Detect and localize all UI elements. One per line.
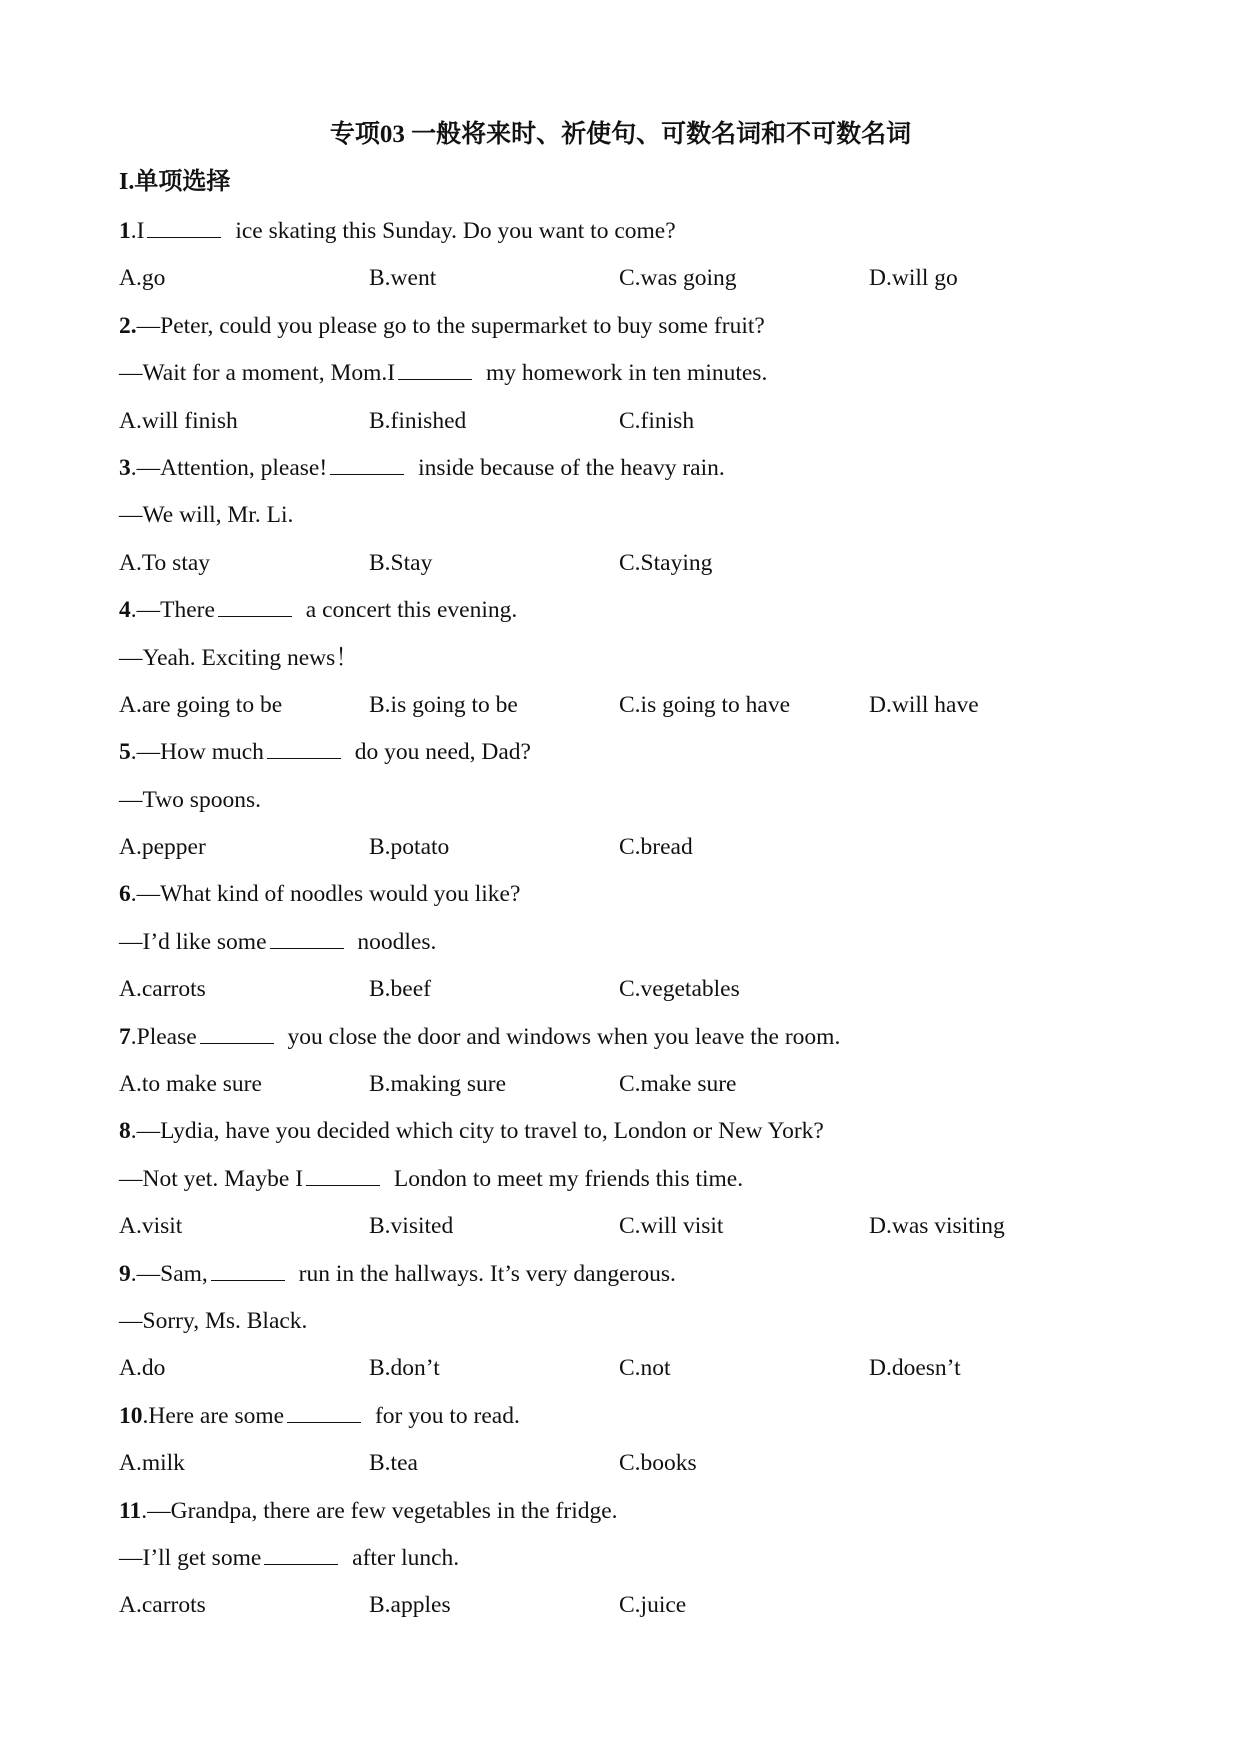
answer-option: A.milk <box>119 1450 185 1477</box>
question-stem <box>119 451 1159 498</box>
question-stem <box>119 1257 1159 1304</box>
question-text: after lunch. <box>346 1544 460 1571</box>
answer-option: A.pepper <box>119 834 206 861</box>
section-heading <box>119 165 230 199</box>
answer-blank <box>287 1400 361 1423</box>
answer-option: B.beef <box>369 976 431 1003</box>
answer-blank <box>306 1163 380 1186</box>
answer-option: A.carrots <box>119 1592 206 1619</box>
question-stem <box>119 593 1159 640</box>
answer-option: B.Stay <box>369 549 433 576</box>
answer-option: A.do <box>119 1355 166 1382</box>
question <box>119 1257 1159 1399</box>
question-text: .—What kind of noodles would you like? <box>130 881 521 908</box>
answer-option: B.tea <box>369 1450 418 1477</box>
question-text: —Peter, could you please go to the supermarket to buy some fruit? <box>136 312 765 339</box>
answer-options <box>119 261 1159 308</box>
answer-options <box>119 1351 1159 1398</box>
answer-options <box>119 404 1159 451</box>
question-dialogue-line <box>119 641 1159 688</box>
question-dialogue-line <box>119 1304 1159 1351</box>
question-dialogue-line <box>119 1162 1159 1209</box>
question-list <box>119 214 1159 1636</box>
question-text: for you to read. <box>369 1402 520 1429</box>
question-stem <box>119 309 1159 356</box>
question-dialogue-line <box>119 783 1159 830</box>
question-text: London to meet my friends this time. <box>388 1165 744 1192</box>
answer-option: D.doesn’t <box>869 1355 961 1382</box>
answer-options <box>119 1446 1159 1493</box>
answer-option: B.making sure <box>369 1071 507 1098</box>
answer-option: C.not <box>619 1355 671 1382</box>
question <box>119 593 1159 735</box>
question-number: 10 <box>119 1402 143 1429</box>
answer-options <box>119 1209 1159 1256</box>
answer-option: C.finish <box>619 407 695 434</box>
answer-option: A.visit <box>119 1213 183 1240</box>
question-text: you close the door and windows when you leave the room. <box>281 1023 841 1050</box>
question-number: 3 <box>119 454 131 481</box>
answer-option: D.was visiting <box>869 1213 1005 1240</box>
question-dialogue-line <box>119 925 1159 972</box>
answer-blank <box>264 1542 338 1565</box>
question-text: run in the hallways. It’s very dangerous. <box>292 1260 676 1287</box>
question-text: —Wait for a moment, Mom.I <box>119 360 396 387</box>
question <box>119 735 1159 877</box>
question <box>119 451 1159 593</box>
question-text: .—Attention, please! <box>130 454 328 481</box>
question-text: .—Sam, <box>130 1260 208 1287</box>
question-number: 9 <box>119 1260 131 1287</box>
question-text: —Yeah. Exciting news！ <box>119 644 359 671</box>
answer-option: D.will go <box>869 265 958 292</box>
answer-blank <box>211 1258 285 1281</box>
question-text: —Not yet. Maybe I <box>119 1165 304 1192</box>
answer-option: A.To stay <box>119 549 211 576</box>
answer-options <box>119 830 1159 877</box>
answer-option: C.was going <box>619 265 737 292</box>
answer-blank <box>267 736 341 759</box>
answer-options <box>119 1588 1159 1635</box>
question-dialogue-line <box>119 498 1159 545</box>
answer-option: C.is going to have <box>619 691 791 718</box>
question-number: 6 <box>119 881 131 908</box>
answer-option: A.carrots <box>119 976 206 1003</box>
answer-option: C.make sure <box>619 1071 737 1098</box>
answer-blank <box>398 357 472 380</box>
answer-option: D.will have <box>869 691 979 718</box>
question <box>119 309 1159 451</box>
question <box>119 1494 1159 1636</box>
answer-option: B.don’t <box>369 1355 440 1382</box>
answer-option: A.go <box>119 265 166 292</box>
question-stem <box>119 214 1159 261</box>
answer-option: C.vegetables <box>619 976 740 1003</box>
question <box>119 1399 1159 1494</box>
question-text: .—Grandpa, there are few vegetables in the fridge. <box>141 1497 618 1524</box>
question-text: .—Lydia, have you decided which city to travel to, London or New York? <box>130 1118 824 1145</box>
question-stem <box>119 735 1159 782</box>
question-number: 4 <box>119 597 131 624</box>
answer-blank <box>200 1021 274 1044</box>
question-stem <box>119 1114 1159 1161</box>
answer-blank <box>330 452 404 475</box>
question-text: .—There <box>130 597 215 624</box>
question-text: a concert this evening. <box>299 597 518 624</box>
question <box>119 214 1159 309</box>
question-text: —Sorry, Ms. Black. <box>119 1307 308 1334</box>
question-text: —We will, Mr. Li. <box>119 502 294 529</box>
answer-option: B.went <box>369 265 437 292</box>
question-number: 7 <box>119 1023 131 1050</box>
answer-option: B.finished <box>369 407 467 434</box>
question-dialogue-line <box>119 1541 1159 1588</box>
answer-option: B.apples <box>369 1592 451 1619</box>
question-stem <box>119 1494 1159 1541</box>
question-text: .Please <box>130 1023 197 1050</box>
question-number: 1 <box>119 218 131 244</box>
question-stem <box>119 1020 1159 1067</box>
answer-option: A.are going to be <box>119 691 283 718</box>
question-number: 2. <box>119 312 137 339</box>
question-text: —I’ll get some <box>119 1544 262 1571</box>
question-number: 11 <box>119 1497 142 1524</box>
question-text: do you need, Dad? <box>348 739 531 766</box>
answer-option: C.bread <box>619 834 693 861</box>
section-label: .单项选择 <box>128 169 231 195</box>
answer-blank <box>218 594 292 617</box>
question-dialogue-line <box>119 356 1159 403</box>
answer-option: C.will visit <box>619 1213 724 1240</box>
answer-blank <box>270 926 344 949</box>
question-stem <box>119 877 1159 924</box>
question-number: 5 <box>119 739 131 766</box>
answer-options <box>119 972 1159 1019</box>
question-text: my homework in ten minutes. <box>480 360 768 387</box>
page-title: 专项03 一般将来时、祈使句、可数名词和不可数名词 <box>329 121 912 148</box>
answer-option: A.will finish <box>119 407 238 434</box>
answer-options <box>119 546 1159 593</box>
question-text: .I <box>130 218 145 244</box>
answer-option: C.juice <box>619 1592 687 1619</box>
answer-blank <box>147 215 221 238</box>
question-text: inside because of the heavy rain. <box>412 454 725 481</box>
question-text: .—How much <box>130 739 264 766</box>
answer-option: B.visited <box>369 1213 454 1240</box>
answer-option: C.Staying <box>619 549 713 576</box>
question-text: ice skating this Sunday. Do you want to come? <box>229 218 676 244</box>
answer-options <box>119 1067 1159 1114</box>
answer-options <box>119 688 1159 735</box>
question <box>119 1114 1159 1256</box>
question-number: 8 <box>119 1118 131 1145</box>
question <box>119 877 1159 1019</box>
question-text: —I’d like some <box>119 928 267 955</box>
answer-option: B.potato <box>369 834 450 861</box>
question-text: .Here are some <box>142 1402 285 1429</box>
question-text: —Two spoons. <box>119 786 261 813</box>
answer-option: C.books <box>619 1450 697 1477</box>
question-text: noodles. <box>351 928 437 955</box>
question <box>119 1020 1159 1115</box>
answer-option: B.is going to be <box>369 691 518 718</box>
section-numeral: I <box>119 169 129 195</box>
answer-option: A.to make sure <box>119 1071 262 1098</box>
question-stem <box>119 1399 1159 1446</box>
